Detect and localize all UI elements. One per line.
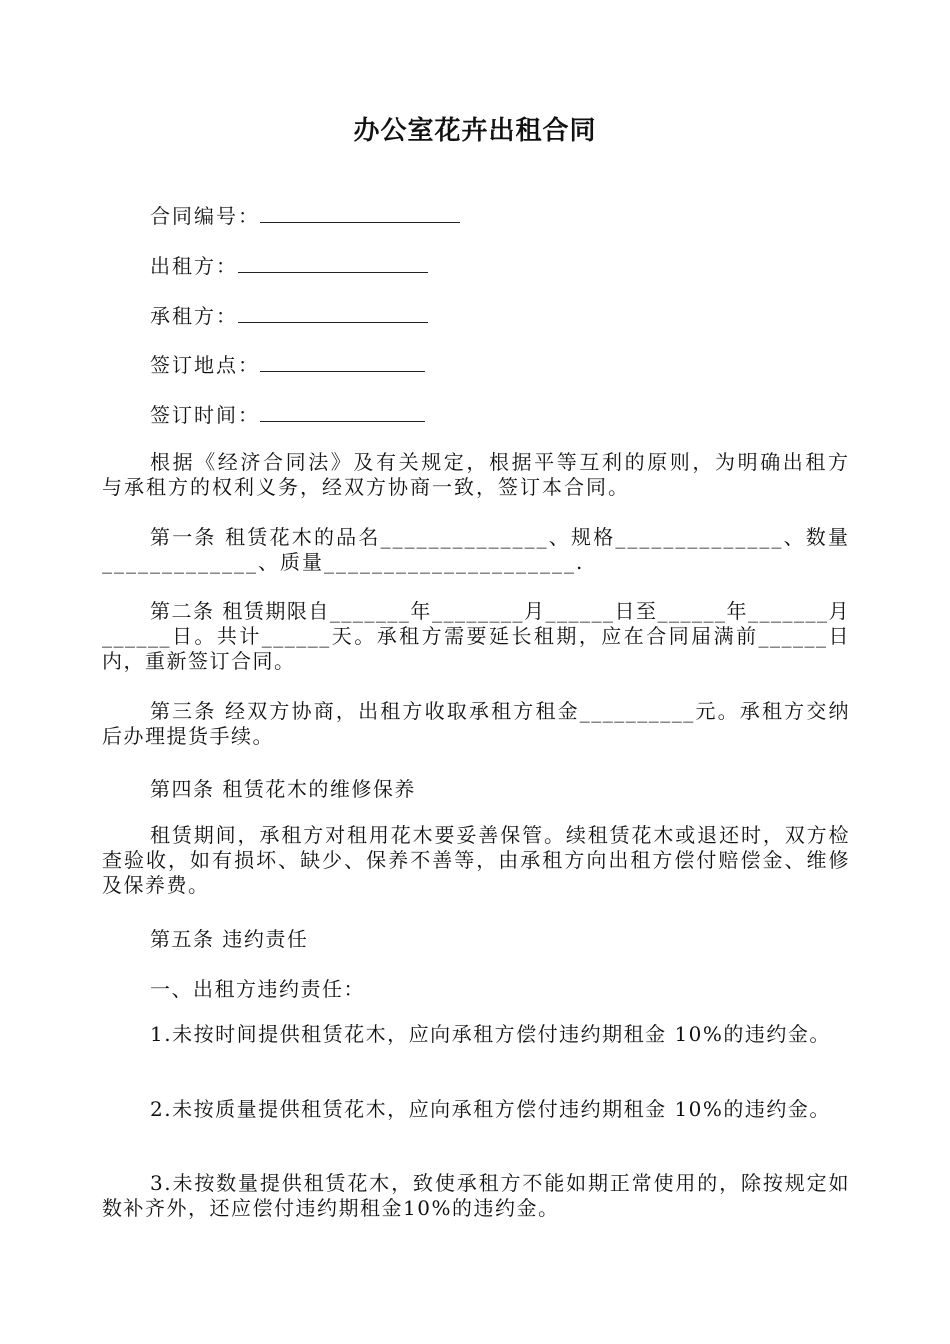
- article-2-paragraph: 第二条 租赁期限自_______年________月______日至______年_______月______日。共计______天。承租方需要延长租期，应在合同届满前______日内，重新签订合同。: [102, 599, 850, 673]
- lessee-label: 承租方：: [150, 304, 238, 328]
- article-3-paragraph: 第三条 经双方协商，出租方收取承租方租金__________元。承租方交纳后办理提货手续。: [102, 699, 850, 748]
- contract-number-label: 合同编号：: [150, 204, 260, 228]
- article-5-heading: 第五条 违约责任: [150, 927, 309, 951]
- lessor-field: [150, 250, 428, 279]
- liability-item-2: 2.未按质量提供租赁花木，应向承租方偿付违约期租金 10%的违约金。: [150, 1097, 831, 1121]
- lessor-blank: [238, 254, 428, 273]
- sign-time-field: [150, 399, 425, 428]
- liability-item-3: 3.未按数量提供租赁花木，致使承租方不能如期正常使用的，除按规定如数补齐外，还应偿付违约期租金10%的违约金。: [102, 1171, 850, 1220]
- lessee-blank: [238, 304, 428, 323]
- sign-place-field: [150, 349, 425, 378]
- lessee-field: [150, 300, 428, 329]
- lessor-liability-heading: 一、出租方违约责任：: [150, 977, 365, 1001]
- sign-place-label: 签订地点：: [150, 353, 260, 377]
- sign-place-blank: [260, 353, 425, 372]
- document-title: 办公室花卉出租合同: [353, 116, 597, 146]
- article-4-body: 租赁期间，承租方对租用花木要妥善保管。续租赁花木或退还时，双方检查验收，如有损坏、缺少、保养不善等，由承租方向出租方偿付赔偿金、维修及保养费。: [102, 823, 850, 897]
- sign-time-blank: [260, 403, 425, 422]
- contract-number-field: [150, 200, 460, 229]
- lessor-label: 出租方：: [150, 254, 238, 278]
- sign-time-label: 签订时间：: [150, 403, 260, 427]
- article-4-heading: 第四条 租赁花木的维修保养: [150, 777, 416, 801]
- liability-item-1: 1.未按时间提供租赁花木，应向承租方偿付违约期租金 10%的违约金。: [150, 1022, 831, 1046]
- article-1-paragraph: 第一条 租赁花木的品名______________、规格______________、数量_____________、质量_____________________.: [102, 525, 850, 574]
- preamble-paragraph: 根据《经济合同法》及有关规定，根据平等互利的原则，为明确出租方与承租方的权利义务，经双方协商一致，签订本合同。: [102, 450, 850, 499]
- contract-number-blank: [260, 204, 460, 223]
